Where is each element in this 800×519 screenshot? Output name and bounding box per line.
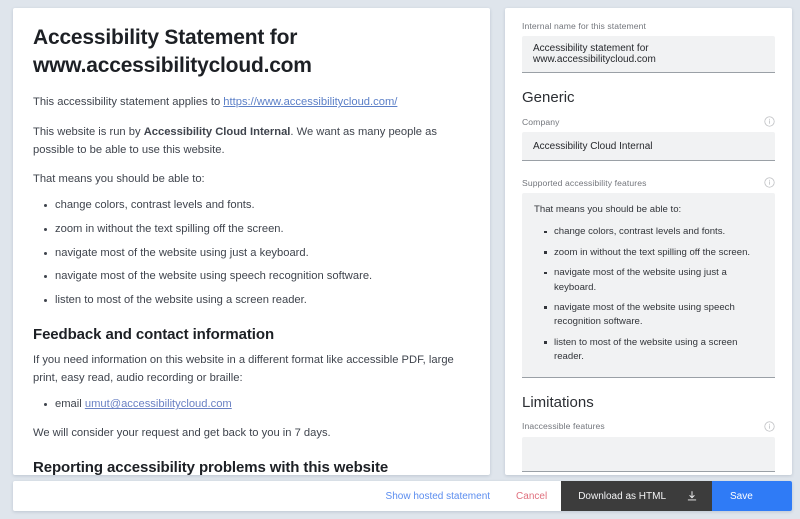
- reporting-heading: Reporting accessibility problems with this website: [33, 459, 389, 475]
- list-item: navigate most of the website using just a keyboard.: [33, 245, 470, 262]
- list-item: change colors, contrast levels and fonts.: [33, 197, 470, 214]
- list-item: listen to most of the website using a screen reader.: [534, 336, 763, 365]
- internal-name-label: Internal name for this statement: [522, 21, 647, 31]
- run-by-paragraph: [33, 123, 470, 159]
- list-item: navigate most of the website using just a keyboard.: [534, 266, 763, 295]
- list-item: zoom in without the text spilling off the screen.: [534, 246, 763, 260]
- list-item: change colors, contrast levels and fonts.: [534, 225, 763, 239]
- list-item: zoom in without the text spilling off the screen.: [33, 221, 470, 238]
- means-lead-text: That means you should be able to:: [33, 172, 205, 185]
- company-field-header: [522, 116, 775, 127]
- feedback-paragraph: If you need information on this website in a different format like accessible PDF, large print, easy read, audio recording or braille:: [33, 353, 454, 385]
- run-by-prefix-text: This website is run by: [33, 125, 144, 138]
- inaccessible-features-field-group: [522, 421, 775, 472]
- feedback-heading: Feedback and contact information: [33, 325, 275, 343]
- supported-features-editor-list: [534, 225, 763, 364]
- supported-features-label: Supported accessibility features: [522, 177, 647, 188]
- info-icon[interactable]: [764, 116, 775, 127]
- statement-form-card: [505, 8, 792, 475]
- list-item: navigate most of the website using speech recognition software.: [33, 268, 470, 285]
- info-icon[interactable]: [764, 421, 775, 432]
- company-input[interactable]: Accessibility Cloud Internal: [522, 132, 775, 161]
- download-icon: [686, 490, 698, 502]
- internal-name-input[interactable]: Accessibility statement for www.accessibilitycloud.com: [522, 36, 775, 73]
- intro-paragraph: [33, 93, 470, 111]
- run-by-suffix-text: . We want as many people as possible to be able to use this website.: [33, 125, 437, 156]
- feedback-contact-list: [33, 396, 470, 413]
- internal-name-field-group: [522, 21, 775, 73]
- limitations-section-heading: Limitations: [522, 393, 594, 411]
- supported-features-textarea[interactable]: [522, 193, 775, 378]
- list-item: navigate most of the website using speech recognition software.: [534, 301, 763, 330]
- inaccessible-features-input[interactable]: [522, 437, 775, 472]
- feedback-email-link[interactable]: umut@accessibilitycloud.com: [84, 398, 232, 411]
- list-item: [33, 396, 470, 413]
- supported-features-field-group: [522, 177, 775, 378]
- save-button[interactable]: Save: [712, 481, 792, 511]
- run-by-company-name: Accessibility Cloud Internal: [143, 125, 291, 138]
- footer-action-bar: [13, 481, 792, 511]
- company-field-group: [522, 116, 775, 161]
- page-title: Accessibility Statement for www.accessibilitycloud.com: [33, 26, 312, 77]
- supported-features-list: [33, 197, 470, 309]
- download-button-label: Download as HTML: [578, 490, 666, 502]
- generic-section-heading: Generic: [522, 89, 575, 106]
- list-item: listen to most of the website using a screen reader.: [33, 292, 470, 309]
- cancel-button[interactable]: Cancel: [502, 481, 561, 511]
- statement-url-link[interactable]: https://www.accessibilitycloud.com/: [223, 96, 398, 109]
- inaccessible-features-field-header: [522, 421, 775, 432]
- inaccessible-features-label: Inaccessible features: [522, 421, 605, 432]
- internal-name-field-header: [522, 21, 775, 31]
- email-prefix-text: email: [55, 398, 85, 411]
- statement-preview-card: [13, 8, 490, 475]
- download-as-html-button[interactable]: [561, 481, 712, 511]
- supported-features-lead-text: That means you should be able to:: [534, 204, 682, 215]
- info-icon[interactable]: [764, 177, 775, 188]
- supported-features-field-header: [522, 177, 775, 188]
- intro-prefix-text: This accessibility statement applies to: [33, 96, 224, 109]
- feedback-response-time-text: We will consider your request and get back to you in 7 days.: [33, 427, 331, 440]
- show-hosted-statement-button[interactable]: Show hosted statement: [374, 481, 503, 511]
- company-label: Company: [522, 116, 560, 127]
